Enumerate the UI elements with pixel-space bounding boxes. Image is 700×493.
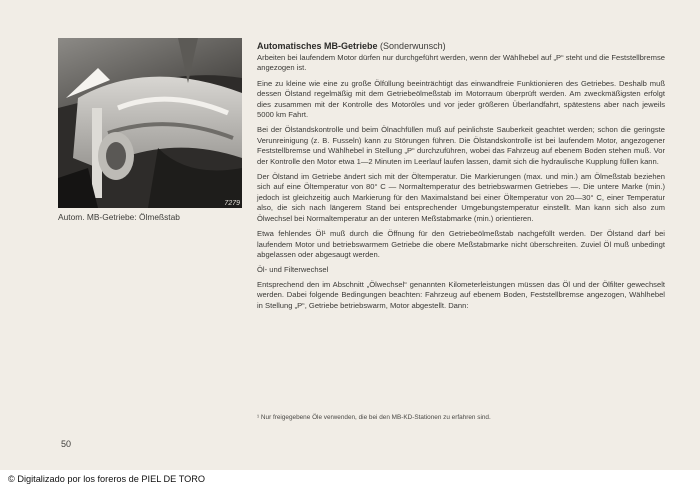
photo-figure-number: 7279 [224, 200, 240, 207]
subheading: Öl- und Filterwechsel [257, 265, 329, 275]
paragraph: Eine zu kleine wie eine zu große Ölfüllung beeinträchtigt das einwandfreie Funktionieren des Getriebes. Deshalb muß dessen Ölstand regelmäßig mit dem Getriebeölmeßstab im Motorraum überprüft werden. Am zweckmäßigsten erfolgt dies zusammen mit der Kontrolle des Motoröles und vor jeder größeren Überlandfahrt, spätestens aber nach jeweils 5000 km Fahrt. [257, 78, 665, 120]
main-text-column [257, 40, 665, 316]
paragraph: Etwa fehlendes Öl¹ muß durch die Öffnung für den Getriebeölmeßstab nachgefüllt werden. Der Ölstand darf bei laufendem Motor und betriebswarmem Getriebe die obere Meßstabmarke nicht überschreiten. Zuviel Öl muß unbedingt abgelassen oder abgesaugt werden. [257, 229, 665, 259]
paragraph: Entsprechend den im Abschnitt „Ölwechsel“ genannten Kilometerleistungen müssen das Öl und der Ölfilter gewechselt werden. Dabei folgende Bedingungen beachten: Fahrzeug auf ebenem Boden, Feststellbremse angezogen, Wählhebel in Stellung „P“, Getriebe betriebswarm, Motor abgestellt. Dann: [257, 279, 665, 310]
engine-photo [58, 38, 242, 208]
paragraph: Arbeiten bei laufendem Motor dürfen nur durchgeführt werden, wenn der Wählhebel auf „P“ steht und die Feststellbremse angezogen ist. [257, 53, 665, 73]
scan-credit: © Digitalizado por los foreros de PIEL DE TORO [8, 474, 206, 484]
paragraph: Bei der Ölstandskontrolle und beim Ölnachfüllen muß auf peinlichste Sauberkeit geachtet werden; schon die geringste Verunreinigung (z. B. Fusseln) kann zu Störungen führen. Die Ölstandskontrolle ist bei laufendem Motor, angezogener Feststellbremse und Wählhebel in Stellung „P“ durchzuführen, wobei das Fahrzeug auf ebenem Boden stehen muß. Vor der Kontrolle den Motor etwa 1—2 Minuten im Leerlauf laufen lassen, damit sich die hydraulische Kupplung füllen kann. [257, 125, 665, 166]
section-note: (Sonderwunsch) [380, 41, 446, 51]
photo-caption: Autom. MB-Getriebe: Ölmeßstab [58, 212, 180, 222]
section-heading [257, 40, 665, 52]
paragraph: Der Ölstand im Getriebe ändert sich mit der Öltemperatur. Die Markierungen (max. und min.) am Ölmeßstab beziehen sich auf eine Öltemperatur von 80° C — Normaltemperatur des betriebswarmen Getriebes —. Die untere Marke (min.) jedoch ist gleichzeitig auch Markierung für den Maximalstand bei einer Öltemperatur von 20—30° C, einer Temperatur also, die sich nach längerem Stand bei entsprechender Umgebungstemperatur einstellt. Man kann sich also zum Ölwechsel bei Normaltemperatur an der unteren Meßstabmarke (min.) orientieren. [257, 172, 665, 223]
page-number: 50 [61, 439, 72, 449]
engine-bay-image [58, 38, 242, 208]
section-title: Automatisches MB-Getriebe [257, 41, 378, 51]
footnote: ¹ Nur freigegebene Öle verwenden, die bei den MB-KD-Stationen zu erfahren sind. [257, 414, 491, 421]
